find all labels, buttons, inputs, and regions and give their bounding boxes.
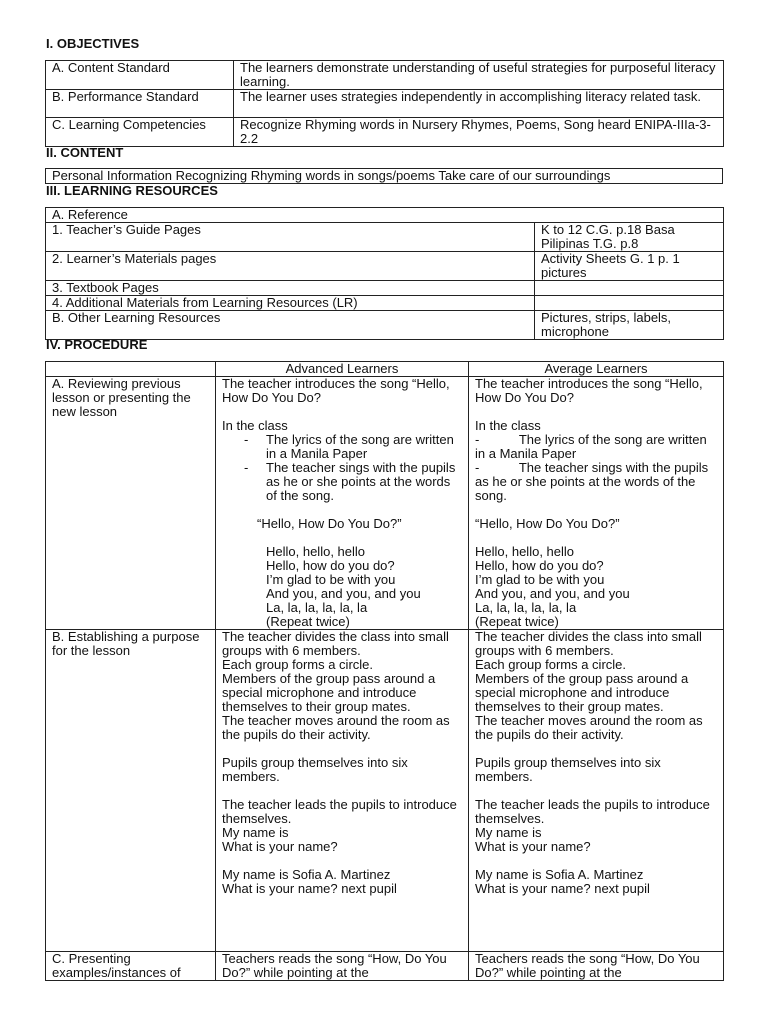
row-label: B. Performance Standard <box>46 90 234 118</box>
row-label: A. Content Standard <box>46 61 234 90</box>
row-label: 4. Additional Materials from Learning Resources (LR) <box>46 296 535 311</box>
activity-text: The teacher divides the class into small groups with 6 members. Each group forms a circle. Members of the group pass around a special microphone and introduce themselves to their group mates. The teacher moves around the room as the pupils do their activity. <box>475 629 703 742</box>
content-text: Personal Information Recognizing Rhyming words in songs/poems Take care of our surroundings <box>46 169 723 184</box>
in-class-label: In the class <box>475 418 541 433</box>
table-row <box>46 377 724 630</box>
objectives-table <box>45 60 724 147</box>
activity-text: Pupils group themselves into six members. <box>475 755 665 784</box>
content-table <box>45 168 723 184</box>
empty-header-cell <box>46 362 216 377</box>
row-value: K to 12 C.G. p.18 Basa Pilipinas T.G. p.8 <box>535 223 724 252</box>
row-label: 3. Textbook Pages <box>46 281 535 296</box>
column-header-average: Average Learners <box>469 362 724 377</box>
activity-text: The teacher leads the pupils to introduce themselves. My name is What is your name? <box>222 797 457 854</box>
song-lyrics: Hello, hello, hello Hello, how do you do? I’m glad to be with you And you, and you, and you La, la, la, la, la, la (Repeat twice) <box>266 544 421 629</box>
procedure-heading: IV. PROCEDURE <box>46 337 148 352</box>
advanced-cell <box>216 630 469 952</box>
row-value: Recognize Rhyming words in Nursery Rhymes, Poems, Song heard ENIPA-IIIa-3-2.2 <box>234 118 724 147</box>
row-value <box>535 296 724 311</box>
table-row <box>46 208 724 223</box>
row-label: A. Reviewing previous lesson or presenting the new lesson <box>46 377 216 630</box>
row-value: The learner uses strategies independently in accomplishing literacy related task. <box>234 90 724 118</box>
list-item: - The teacher sings with the pupils as he or she points at the words of the song. <box>475 460 712 503</box>
in-class-label: In the class <box>222 418 288 433</box>
table-row <box>46 61 724 90</box>
resources-table <box>45 207 724 340</box>
table-row <box>46 118 724 147</box>
table-row <box>46 952 724 981</box>
advanced-cell: Teachers reads the song “How, Do You Do?” while pointing at the <box>216 952 469 981</box>
row-label: A. Reference <box>46 208 724 223</box>
row-label: B. Other Learning Resources <box>46 311 535 340</box>
song-lyrics: Hello, hello, hello Hello, how do you do? I’m glad to be with you And you, and you, and you La, la, la, la, la, la (Repeat twice) <box>475 544 630 629</box>
table-row <box>46 362 724 377</box>
table-row <box>46 90 724 118</box>
list-item: - The teacher sings with the pupils as he or she points at the words of the song. <box>266 461 462 503</box>
song-title: “Hello, How Do You Do?” <box>475 516 620 531</box>
advanced-cell <box>216 377 469 630</box>
song-intro: The teacher introduces the song “Hello, How Do You Do? <box>475 376 703 405</box>
table-row <box>46 281 724 296</box>
table-row <box>46 311 724 340</box>
song-intro: The teacher introduces the song “Hello, How Do You Do? <box>222 376 450 405</box>
song-title: “Hello, How Do You Do?” <box>257 516 402 531</box>
average-cell <box>469 630 724 952</box>
activity-list <box>222 433 462 503</box>
list-item: - The lyrics of the song are written in a Manila Paper <box>266 433 462 461</box>
activity-text: The teacher divides the class into small groups with 6 members. Each group forms a circle. Members of the group pass around a special microphone and introduce themselves to their group mates. The teacher moves around the room as the pupils do their activity. <box>222 629 450 742</box>
table-row <box>46 223 724 252</box>
row-label: 1. Teacher’s Guide Pages <box>46 223 535 252</box>
average-cell <box>469 377 724 630</box>
row-label: C. Presenting examples/instances of <box>46 952 216 981</box>
row-value: Activity Sheets G. 1 p. 1 pictures <box>535 252 724 281</box>
activity-text: Pupils group themselves into six members. <box>222 755 412 784</box>
column-header-advanced: Advanced Learners <box>216 362 469 377</box>
row-label: C. Learning Competencies <box>46 118 234 147</box>
activity-text: My name is Sofia A. Martinez What is your name? next pupil <box>222 867 397 896</box>
row-value: The learners demonstrate understanding of useful strategies for purposeful literacy learning. <box>234 61 724 90</box>
row-value <box>535 281 724 296</box>
activity-text: My name is Sofia A. Martinez What is your name? next pupil <box>475 867 650 896</box>
table-row <box>46 252 724 281</box>
average-cell: Teachers reads the song “How, Do You Do?” while pointing at the <box>469 952 724 981</box>
row-label: B. Establishing a purpose for the lesson <box>46 630 216 952</box>
table-row <box>46 296 724 311</box>
activity-text: The teacher leads the pupils to introduce themselves. My name is What is your name? <box>475 797 710 854</box>
content-heading: II. CONTENT <box>46 145 124 160</box>
procedure-table <box>45 361 724 981</box>
resources-heading: III. LEARNING RESOURCES <box>46 183 218 198</box>
table-row <box>46 630 724 952</box>
objectives-heading: I. OBJECTIVES <box>46 36 140 51</box>
row-label: 2. Learner’s Materials pages <box>46 252 535 281</box>
list-item: - The lyrics of the song are written in a Manila Paper <box>475 432 711 461</box>
row-value: Pictures, strips, labels, microphone <box>535 311 724 340</box>
